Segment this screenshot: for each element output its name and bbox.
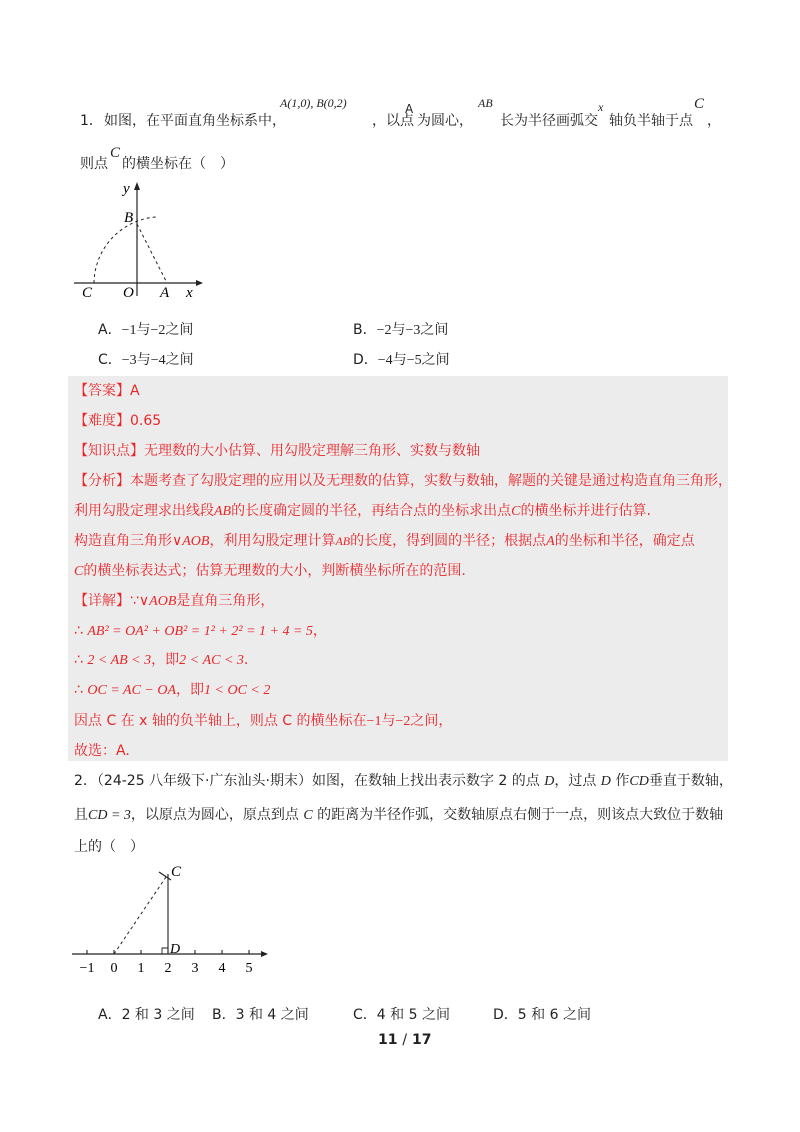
page-separator: / bbox=[402, 1032, 408, 1048]
tick-labels bbox=[80, 961, 253, 976]
option-value-1: −1 bbox=[121, 323, 137, 338]
q1-stem-part-e: 轴负半轴于点 bbox=[609, 113, 693, 129]
q2-line-3 bbox=[74, 837, 144, 857]
text: ，以原点为圆心，原点到点 bbox=[130, 807, 304, 823]
difficulty-line bbox=[74, 411, 161, 431]
math-inequality: 1 < OC < 2 bbox=[204, 683, 271, 698]
text: 构造直角三角形 bbox=[74, 533, 172, 549]
option-key: D． bbox=[353, 352, 378, 368]
detail-line-5 bbox=[74, 711, 452, 732]
q1-line2-part-a: 则点 bbox=[80, 156, 108, 172]
text: . bbox=[243, 652, 249, 668]
math-equation: AB² = OA² + OB² = 1² + 2² = 1 + 4 = 5 bbox=[87, 624, 313, 639]
label-d: D bbox=[170, 942, 181, 957]
option-mid: 与 bbox=[136, 352, 151, 368]
q1-stem-end: ， bbox=[707, 113, 721, 129]
math-value: −1 bbox=[366, 714, 382, 729]
option-value-1: −2 bbox=[376, 323, 392, 338]
detail-line-6 bbox=[74, 741, 130, 761]
therefore-symbol: ∴ bbox=[74, 682, 83, 698]
math-inequality: 2 < AB < 3 bbox=[87, 653, 152, 668]
option-end: 之间 bbox=[165, 322, 194, 338]
label-a: A bbox=[160, 285, 170, 301]
math-cd-equals: CD = 3 bbox=[88, 808, 131, 823]
q1-stem-part-a: 如图，在平面直角坐标系中， bbox=[104, 113, 286, 129]
option-mid: 与 bbox=[392, 352, 407, 368]
text: ，过点 bbox=[554, 773, 601, 789]
text: 的横坐标表达式；估算无理数的大小，判断横坐标所在的范围. bbox=[83, 563, 466, 579]
knowledge-label: 【知识点】 bbox=[74, 443, 144, 459]
math-ab: AB bbox=[335, 534, 351, 548]
q1-option-c[interactable] bbox=[98, 349, 194, 369]
option-value-2: −2 bbox=[150, 323, 166, 338]
q1-c: C bbox=[694, 96, 705, 112]
math-inequality: 2 < AC < 3 bbox=[179, 653, 244, 668]
option-key: B． bbox=[353, 322, 377, 338]
knowledge-line bbox=[74, 441, 480, 461]
q1-coordinate-figure bbox=[70, 178, 210, 303]
analysis-text: 本题考查了勾股定理的应用以及无理数的估算，实数与数轴，解题的关键是通过构造直角三角形， bbox=[130, 473, 732, 489]
text: 是直角三角形， bbox=[176, 593, 275, 609]
q1-option-b[interactable] bbox=[353, 319, 448, 339]
text: 垂直于数轴， bbox=[648, 773, 733, 789]
page-indicator bbox=[378, 1032, 431, 1048]
tick-label: 4 bbox=[218, 961, 226, 976]
tick-label: 2 bbox=[164, 961, 172, 976]
q1-stem-part-b: ，以点 bbox=[372, 113, 414, 129]
tick-label: 1 bbox=[137, 961, 145, 976]
option-value-2: −5 bbox=[406, 353, 422, 368]
text: 的横坐标并进行估算. bbox=[520, 503, 651, 519]
math-triangle: ∨AOB bbox=[138, 594, 177, 609]
math-c: C bbox=[511, 504, 521, 519]
option-end: 之间 bbox=[165, 352, 194, 368]
option-value-1: −3 bbox=[121, 353, 137, 368]
analysis-label: 【分析】 bbox=[74, 473, 130, 489]
difficulty-label: 【难度】 bbox=[74, 413, 130, 429]
math-equation: OC = AC − OA bbox=[87, 683, 177, 698]
q1-point-a: A bbox=[405, 102, 414, 116]
text: 的坐标和半径，确定点 bbox=[554, 533, 695, 549]
option-mid: 与 bbox=[391, 322, 406, 338]
segment-ab bbox=[137, 224, 167, 283]
analysis-line-1 bbox=[74, 471, 732, 491]
math-triangle: ∨AOB bbox=[172, 534, 210, 549]
text: 的长度，得到圆的半径；根据点 bbox=[350, 533, 547, 549]
q2-option-c[interactable]: C．4 和 5 之间 bbox=[353, 1007, 450, 1023]
q1-option-d[interactable] bbox=[353, 349, 450, 369]
detail-line-2 bbox=[74, 621, 327, 642]
q2-line-2 bbox=[74, 805, 723, 826]
q1-ab: AB bbox=[478, 96, 493, 110]
q1-stem-part-c: 为圆心， bbox=[417, 113, 473, 129]
tick-label: 5 bbox=[245, 961, 253, 976]
therefore-symbol: ∴ bbox=[74, 652, 83, 668]
text: 因点 C 在 x 轴的负半轴上，则点 C 的横坐标在 bbox=[74, 713, 367, 729]
option-mid: 与 bbox=[136, 322, 151, 338]
q2-number: 2． bbox=[74, 773, 97, 789]
text: 作 bbox=[610, 773, 630, 789]
math-d: D bbox=[544, 774, 555, 789]
text: 之间， bbox=[410, 713, 453, 729]
option-value-1: −4 bbox=[377, 353, 393, 368]
math-c: C bbox=[303, 808, 313, 823]
math-c: C bbox=[74, 564, 84, 579]
math-d: D bbox=[600, 774, 611, 789]
option-value-2: −3 bbox=[405, 323, 421, 338]
label-y: y bbox=[123, 181, 130, 197]
detail-line-3 bbox=[74, 650, 248, 671]
detail-line-1 bbox=[74, 591, 274, 612]
math-cd: CD bbox=[629, 774, 649, 789]
tick-label: 0 bbox=[110, 961, 118, 976]
q2-option-a[interactable]: A．2 和 3 之间 bbox=[98, 1007, 195, 1023]
option-key: A． bbox=[98, 322, 122, 338]
q1-stem-part-d: 长为半径画弧交 bbox=[500, 113, 598, 129]
math-value: −2 bbox=[395, 714, 411, 729]
label-b: B bbox=[124, 210, 134, 226]
label-o: O bbox=[123, 285, 134, 301]
tick-label: −1 bbox=[79, 961, 95, 976]
label-c: C bbox=[82, 285, 93, 301]
segment-oc bbox=[114, 874, 168, 954]
detail-line-4 bbox=[74, 680, 270, 701]
option-key: C． bbox=[98, 352, 122, 368]
q2-option-b[interactable]: B．3 和 4 之间 bbox=[212, 1007, 309, 1023]
therefore-symbol: ∴ bbox=[74, 623, 83, 639]
q1-line2-part-b: 的横坐标在（ ） bbox=[122, 156, 234, 172]
math-a: A bbox=[546, 534, 555, 549]
q1-number: 1． bbox=[80, 113, 103, 129]
analysis-line-2 bbox=[74, 501, 651, 522]
detail-label: 【详解】 bbox=[74, 593, 130, 609]
option-end: 之间 bbox=[421, 352, 450, 368]
text: 的距离为半径作弧，交数轴原点右侧于一点，则该点大致位于数轴 bbox=[312, 807, 724, 823]
text: 上的（ ） bbox=[74, 839, 144, 855]
q2-number-line-figure bbox=[68, 858, 278, 978]
page-total: 17 bbox=[411, 1032, 432, 1048]
q1-line2-c: C bbox=[110, 145, 121, 161]
answer-label: 【答案】 bbox=[74, 383, 130, 399]
q1-x: x bbox=[598, 100, 604, 114]
text: ，即 bbox=[176, 682, 205, 698]
text: ， bbox=[312, 623, 327, 639]
x-axis-arrow bbox=[196, 280, 203, 286]
page-number: 11 bbox=[378, 1032, 398, 1048]
knowledge-value: 无理数的大小估算、用勾股定理解三角形、实数与数轴 bbox=[144, 443, 480, 459]
text: 且 bbox=[74, 807, 88, 823]
text: 故选：A. bbox=[74, 743, 130, 759]
text: ，利用勾股定理计算 bbox=[209, 533, 336, 549]
option-value-2: −4 bbox=[150, 353, 166, 368]
text: 利用勾股定理求出线段 bbox=[74, 503, 214, 519]
y-axis-arrow bbox=[134, 182, 140, 190]
dashed-arc bbox=[94, 217, 156, 283]
number-line-arrow bbox=[261, 951, 268, 957]
option-end: 之间 bbox=[420, 322, 449, 338]
tick-label: 3 bbox=[191, 961, 199, 976]
math-ab: AB bbox=[214, 504, 232, 519]
analysis-line-4 bbox=[74, 561, 466, 582]
label-x: x bbox=[186, 285, 193, 301]
q1-option-a[interactable] bbox=[98, 319, 193, 339]
q2-line-1 bbox=[74, 771, 733, 792]
answer-value: A bbox=[130, 383, 140, 399]
text: 与 bbox=[381, 713, 396, 729]
label-c: C bbox=[171, 864, 182, 880]
q2-option-d[interactable]: D．5 和 6 之间 bbox=[493, 1007, 591, 1023]
answer-line bbox=[74, 381, 140, 401]
difficulty-value: 0.65 bbox=[130, 413, 162, 429]
text: （24-25 八年级下·广东汕头·期末）如图，在数轴上找出表示数字 2 的点 bbox=[96, 773, 545, 789]
q1-coordinates: A(1,0), B(0,2) bbox=[280, 96, 347, 110]
analysis-line-3 bbox=[74, 531, 695, 552]
right-angle-mark bbox=[162, 948, 168, 954]
text: 的长度确定圆的半径，再结合点的坐标求出点 bbox=[231, 503, 512, 519]
because-symbol: ∵ bbox=[130, 593, 139, 609]
text: ，即 bbox=[151, 652, 180, 668]
